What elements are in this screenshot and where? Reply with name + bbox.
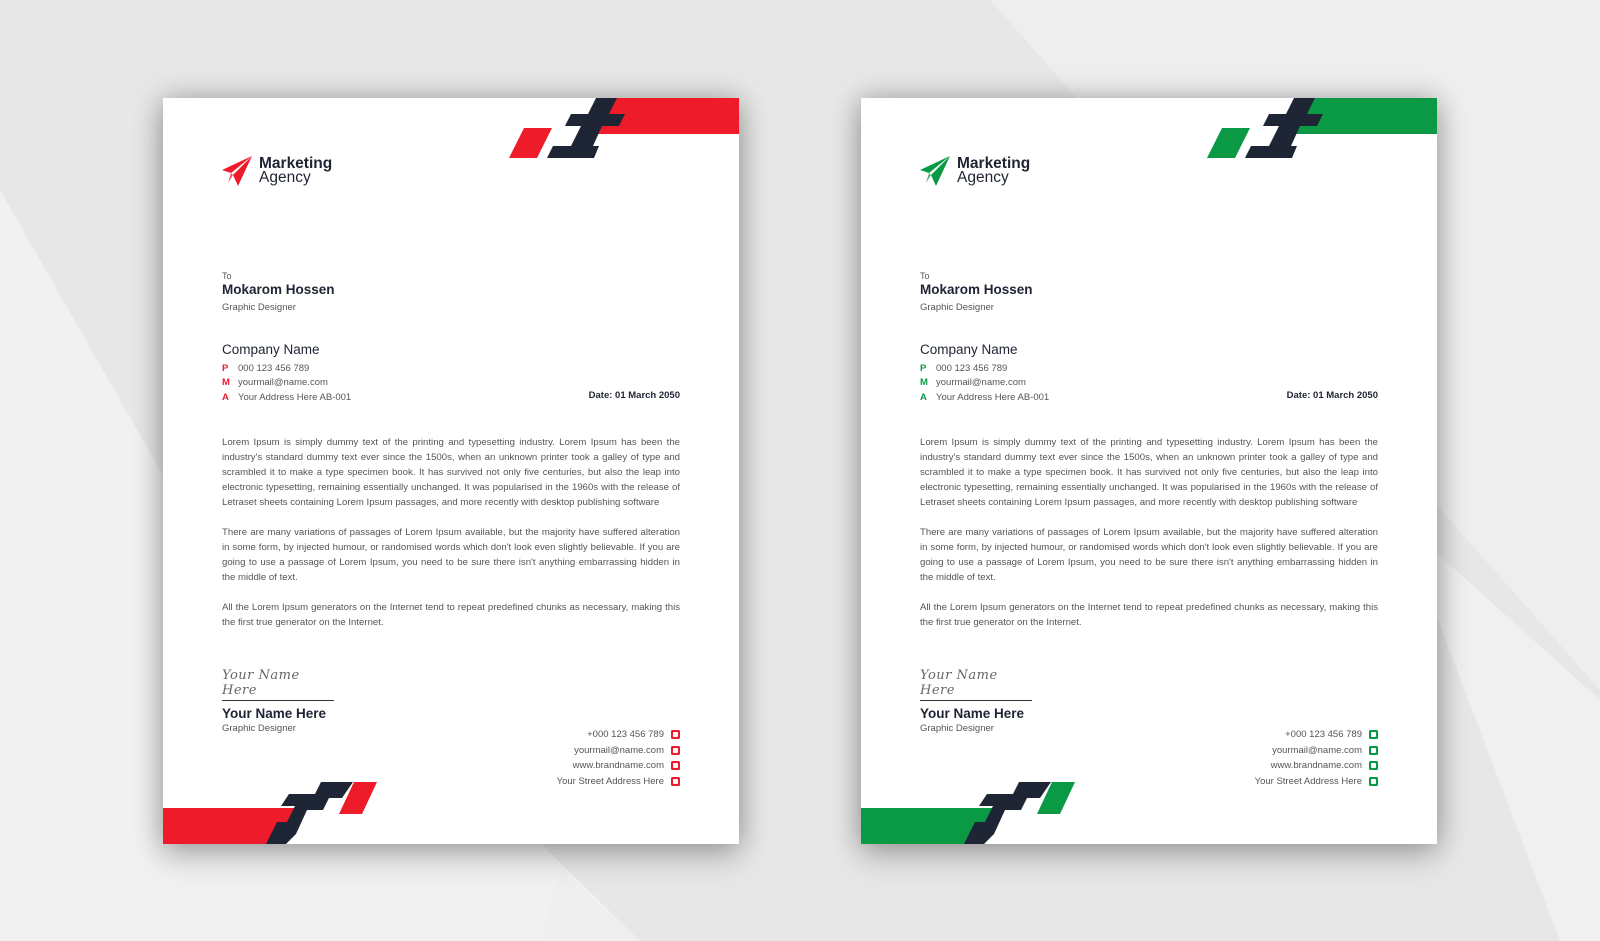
footer-contact-row	[1255, 743, 1378, 759]
signature: Your Name Here	[222, 668, 334, 701]
globe-icon	[671, 761, 680, 770]
paper-plane-icon	[221, 155, 253, 187]
contact-value: 000 123 456 789	[936, 362, 1008, 374]
footer-decoration	[163, 782, 393, 844]
company-logo	[919, 155, 1030, 187]
signer-name: Your Name Here	[222, 706, 327, 721]
to-label: To	[920, 271, 930, 281]
contact-value: yourmail@name.com	[238, 377, 328, 389]
recipient-name: Mokarom Hossen	[222, 282, 335, 297]
contact-list	[920, 361, 1049, 405]
logo-title: Marketing	[957, 155, 1031, 172]
contact-key: P	[920, 362, 927, 374]
company-name: Company Name	[222, 342, 320, 357]
footer-contact-value: yourmail@name.com	[574, 744, 664, 756]
contact-value: Your Address Here AB-001	[936, 391, 1050, 403]
signer-title: Graphic Designer	[222, 723, 296, 734]
phone-icon	[671, 730, 680, 739]
body-paragraph: All the Lorem Ipsum generators on the Internet tend to repeat predefined chunks as necessary, making this the first true generator on the Internet.	[222, 602, 680, 628]
contact-row	[222, 361, 351, 376]
company-logo	[221, 155, 332, 187]
company-name: Company Name	[920, 342, 1018, 357]
letterhead-red	[163, 98, 739, 844]
location-icon	[1369, 777, 1378, 786]
footer-contact-row	[1255, 774, 1378, 790]
contact-row	[222, 390, 351, 405]
footer-contact-value: Your Street Address Here	[556, 775, 664, 787]
footer-contact-value: Your Street Address Here	[1254, 775, 1362, 787]
footer-contact-row	[557, 774, 680, 790]
contact-row	[920, 376, 1049, 391]
footer-contact-value: +000 123 456 789	[587, 729, 664, 741]
recipient-name: Mokarom Hossen	[920, 282, 1033, 297]
contact-row	[920, 361, 1049, 376]
footer-contact-value: www.brandname.com	[572, 760, 664, 772]
contact-value: Your Address Here AB-001	[238, 391, 352, 403]
footer-contact-value: +000 123 456 789	[1285, 729, 1362, 741]
body-paragraph: All the Lorem Ipsum generators on the Internet tend to repeat predefined chunks as necessary, making this the first true generator on the Internet.	[920, 602, 1378, 628]
logo-subtitle: Agency	[259, 169, 311, 186]
footer-contact-row	[557, 758, 680, 774]
header-decoration	[509, 98, 739, 160]
footer-contact-row	[557, 727, 680, 743]
footer-contacts	[1255, 727, 1378, 789]
letter-body	[222, 435, 680, 645]
signer-name: Your Name Here	[920, 706, 1025, 721]
letter-date: Date: 01 March 2050	[588, 390, 680, 401]
footer-contact-value: www.brandname.com	[1270, 760, 1362, 772]
contact-key: M	[222, 377, 230, 389]
letter-date: Date: 01 March 2050	[1286, 390, 1378, 401]
contact-key: M	[920, 377, 928, 389]
letter-body	[920, 435, 1378, 645]
mail-icon	[1369, 746, 1378, 755]
paper-plane-icon	[919, 155, 951, 187]
footer-contact-row	[1255, 727, 1378, 743]
contact-row	[222, 376, 351, 391]
contact-value: 000 123 456 789	[238, 362, 310, 374]
contact-key: A	[920, 391, 927, 403]
body-paragraph: Lorem Ipsum is simply dummy text of the printing and typesetting industry. Lorem Ipsum has been the industry's standard dummy text ever since the 1500s, when an unknown printer took a galley of type and scrambled it to make a type specimen book. It has survived not only five centuries, but also the leap into electronic typesetting, remaining essentially unchanged. It was popularised in the 1960s with the release of Letraset sheets containing Lorem Ipsum passages, and more recently with desktop publishing software	[222, 437, 680, 508]
footer-decoration	[861, 782, 1091, 844]
to-label: To	[222, 271, 232, 281]
footer-contact-row	[557, 743, 680, 759]
body-paragraph: Lorem Ipsum is simply dummy text of the printing and typesetting industry. Lorem Ipsum has been the industry's standard dummy text ever since the 1500s, when an unknown printer took a galley of type and scrambled it to make a type specimen book. It has survived not only five centuries, but also the leap into electronic typesetting, remaining essentially unchanged. It was popularised in the 1960s with the release of Letraset sheets containing Lorem Ipsum passages, and more recently with desktop publishing software	[920, 437, 1378, 508]
contact-value: yourmail@name.com	[936, 377, 1026, 389]
contact-list	[222, 361, 351, 405]
signature: Your Name Here	[920, 668, 1032, 701]
globe-icon	[1369, 761, 1378, 770]
recipient-title: Graphic Designer	[920, 302, 994, 313]
footer-contact-row	[1255, 758, 1378, 774]
contact-key: A	[222, 391, 229, 403]
footer-contacts	[557, 727, 680, 789]
logo-subtitle: Agency	[957, 169, 1009, 186]
logo-title: Marketing	[259, 155, 333, 172]
footer-contact-value: yourmail@name.com	[1272, 744, 1362, 756]
signer-title: Graphic Designer	[920, 723, 994, 734]
header-decoration	[1207, 98, 1437, 160]
body-paragraph: There are many variations of passages of Lorem Ipsum available, but the majority have suffered alteration in some form, by injected humour, or randomised words which don't look even slightly believable. If you are going to use a passage of Lorem Ipsum, you need to be sure there isn't anything embarrassing hidden in the middle of text.	[222, 527, 680, 583]
letterhead-green	[861, 98, 1437, 844]
mail-icon	[671, 746, 680, 755]
location-icon	[671, 777, 680, 786]
contact-key: P	[222, 362, 229, 374]
recipient-title: Graphic Designer	[222, 302, 296, 313]
contact-row	[920, 390, 1049, 405]
body-paragraph: There are many variations of passages of Lorem Ipsum available, but the majority have suffered alteration in some form, by injected humour, or randomised words which don't look even slightly believable. If you are going to use a passage of Lorem Ipsum, you need to be sure there isn't anything embarrassing hidden in the middle of text.	[920, 527, 1378, 583]
phone-icon	[1369, 730, 1378, 739]
